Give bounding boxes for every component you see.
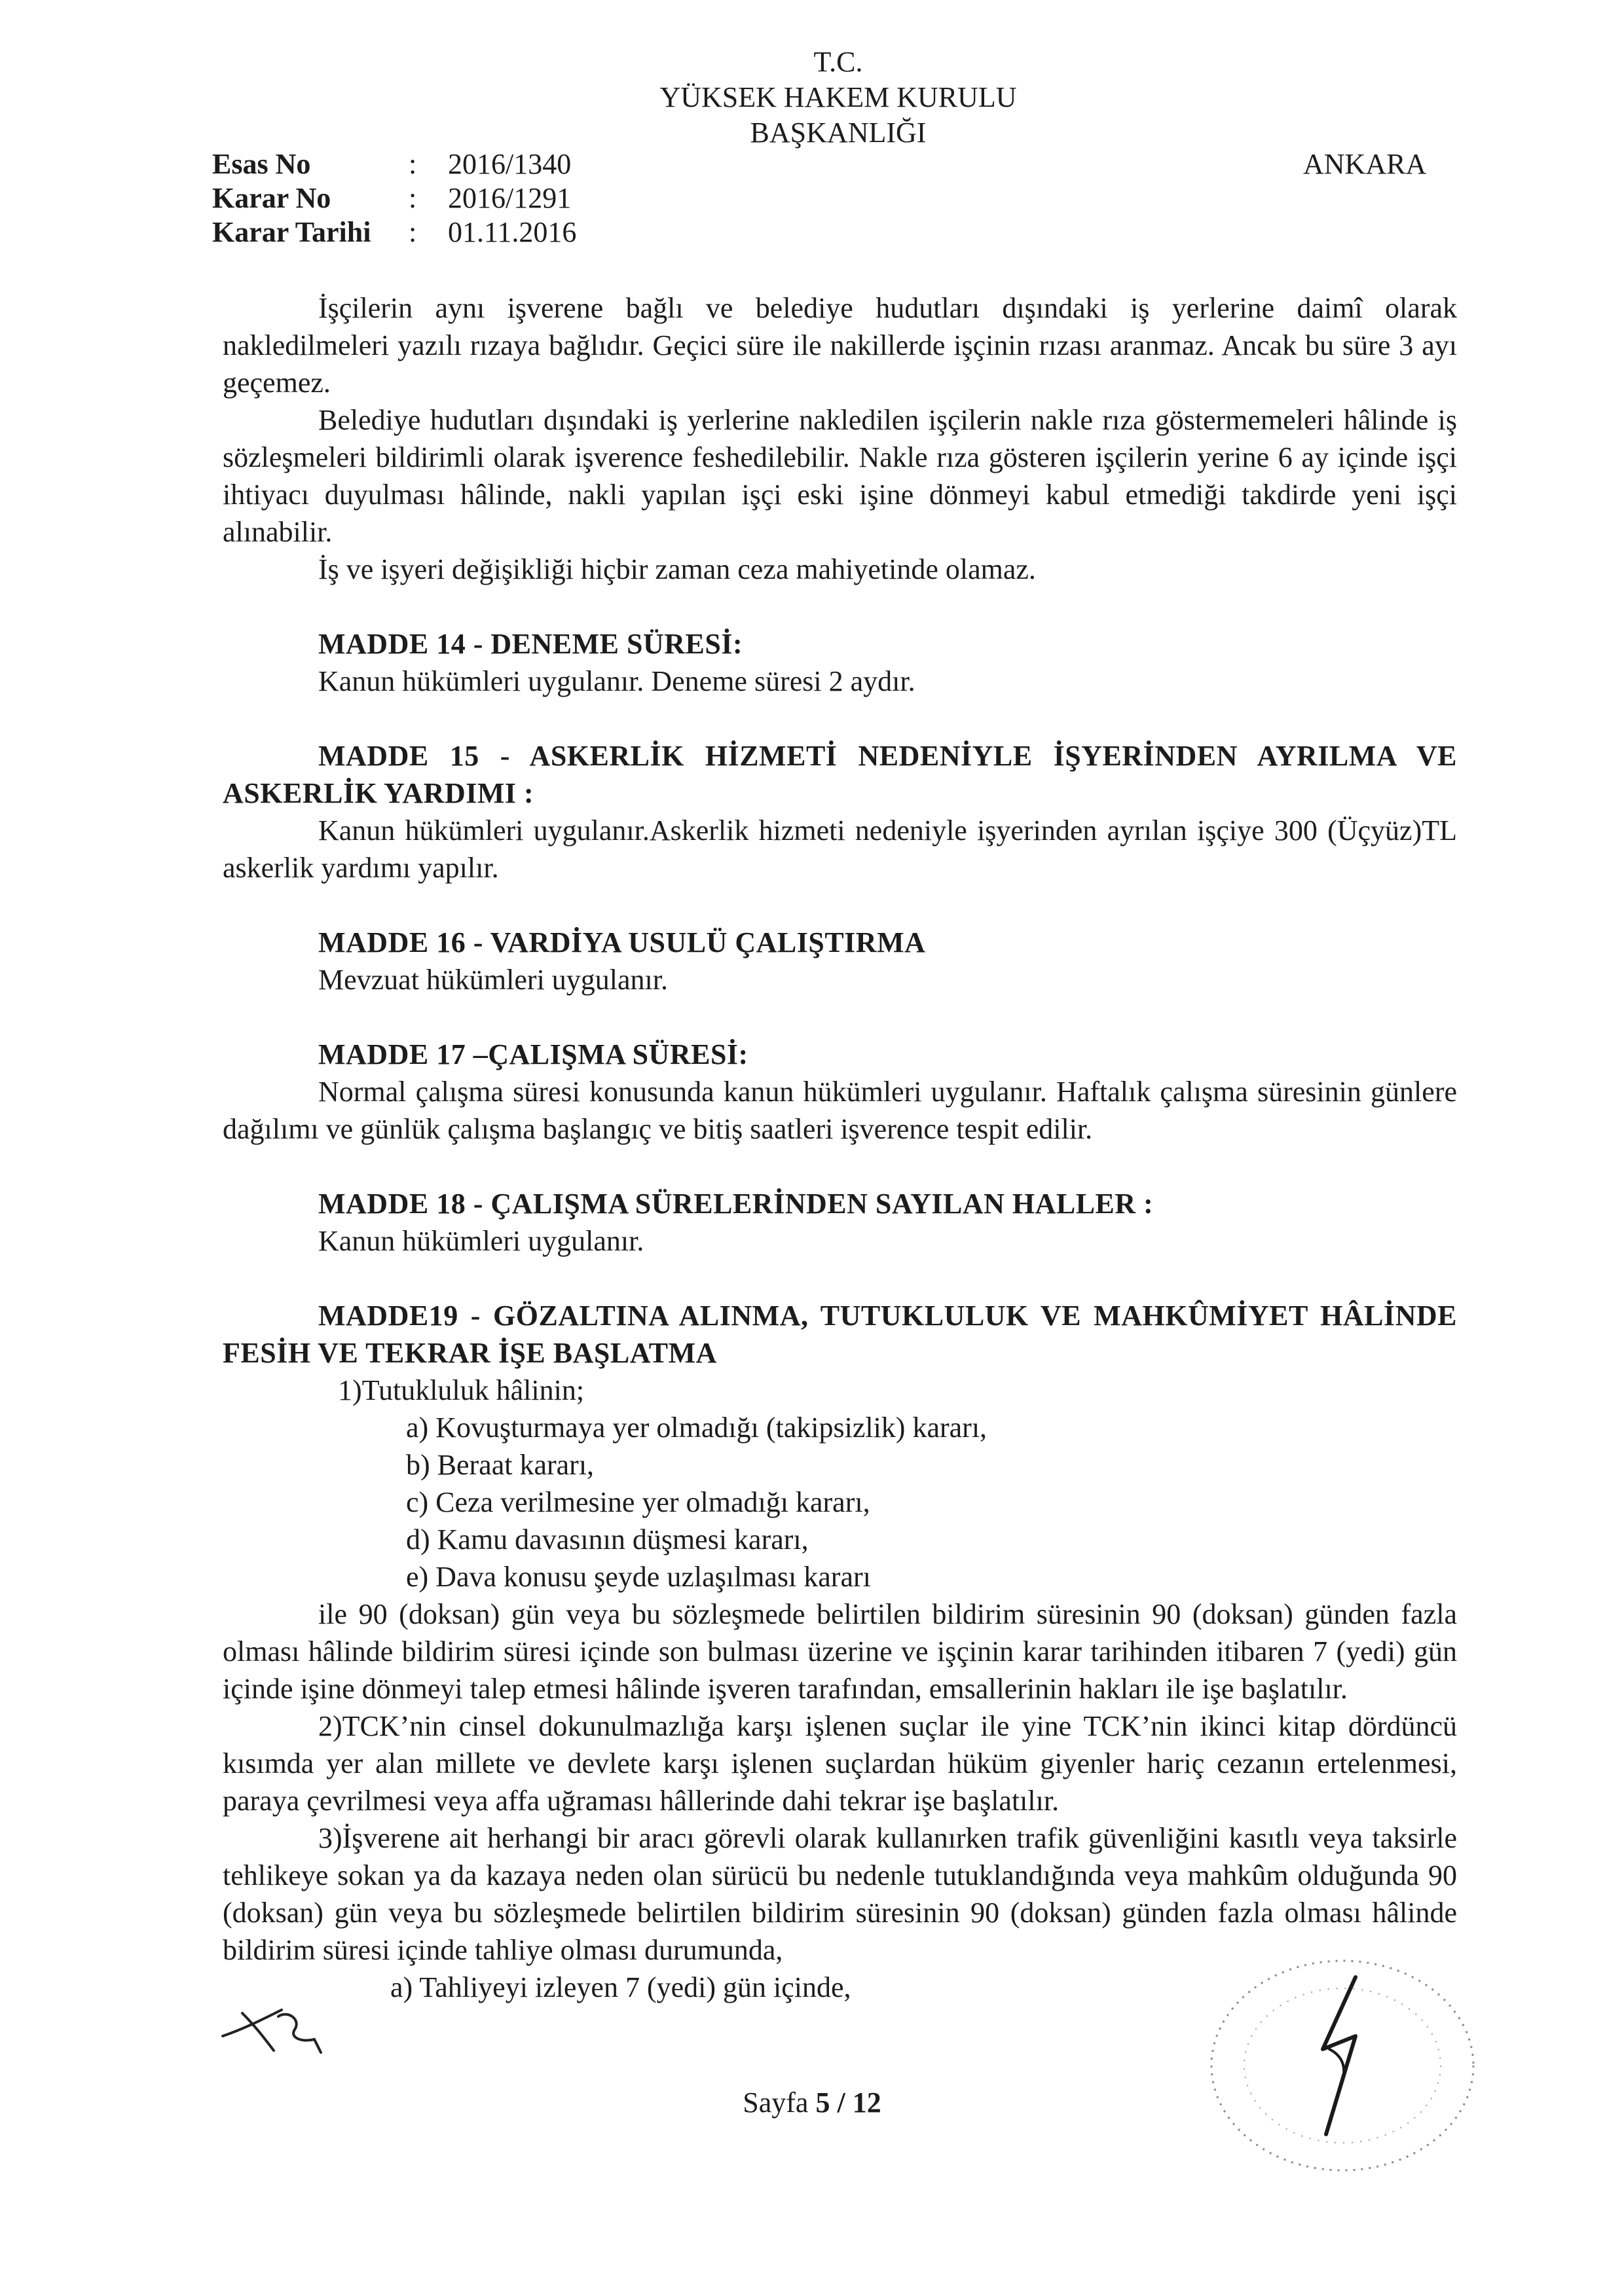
article-18-title: MADDE 18 - ÇALIŞMA SÜRELERİNDEN SAYILAN HALLER : — [318, 1188, 1154, 1220]
meta-sep: : — [409, 216, 417, 248]
meta-row-karar — [212, 181, 576, 215]
meta-sep: : — [409, 182, 417, 214]
article-17-title: MADDE 17 –ÇALIŞMA SÜRESİ: — [318, 1038, 748, 1070]
article-17-text: Normal çalışma süresi konusunda kanun hükümleri uygulanır. Haftalık çalışma süresinin günlere dağılımı ve günlük çalışma başlangıç ve bitiş saatleri işverence tespit edilir. — [223, 1076, 1457, 1145]
article-19-subitem: c) Ceza verilmesine yer olmadığı kararı, — [406, 1486, 870, 1518]
meta-row-tarih — [212, 215, 576, 249]
meta-value: 01.11.2016 — [448, 216, 577, 248]
page-number: 5 / 12 — [815, 2086, 881, 2119]
header-institution: YÜKSEK HAKEM KURULU — [659, 81, 1017, 113]
meta-label: Karar Tarihi — [212, 216, 371, 248]
meta-label: Esas No — [212, 148, 311, 180]
article-19-paragraph-1: ile 90 (doksan) gün veya bu sözleşmede belirtilen bildirim süresinin 90 (doksan) günden fazla olması hâlinde bildirim süresi içinde son bulması üzerine ve işçinin karar tarihinden itibaren 7 (yedi) gün içinde işine dönmeyi talep etmesi hâlinde işveren tarafından, emsallerinin hakları ile işe başlatılır. — [223, 1598, 1457, 1705]
article-19-paragraph-2: 2)TCK’nin cinsel dokunulmazlığa karşı işlenen suçlar ile yine TCK’nin ikinci kitap dördüncü kısımda yer alan millete ve devlete karşı işlenen suçlardan hüküm giyenler hariç cezanın ertelenmesi, paraya çevrilmesi veya affa uğraması hâllerinde dahi tekrar işe başlatılır. — [223, 1710, 1457, 1817]
intro-paragraph-2: Belediye hudutları dışındaki iş yerlerine nakledilen işçilerin nakle rıza göstermemeleri hâlinde iş sözleşmeleri bildirimli olarak işverence feshedilebilir. Nakle rıza gösteren işçilerin yerine 6 ay içinde işçi ihtiyacı duyulması hâlinde, nakli yapılan işçi eski işine dönmeyi kabul etmediği takdirde yeni işçi alınabilir. — [223, 404, 1457, 548]
page-footer — [0, 2086, 1624, 2119]
case-metadata — [212, 147, 576, 249]
article-16-title: MADDE 16 - VARDİYA USULÜ ÇALIŞTIRMA — [318, 926, 926, 958]
article-16-text: Mevzuat hükümleri uygulanır. — [318, 964, 668, 996]
header-tc: T.C. — [813, 46, 863, 78]
document-header — [589, 45, 1087, 151]
article-15-title: MADDE 15 - ASKERLİK HİZMETİ NEDENİYLE İŞYERİNDEN AYRILMA VE ASKERLİK YARDIMI : — [223, 740, 1457, 809]
meta-value: 2016/1291 — [448, 182, 572, 214]
official-seal — [1192, 1938, 1493, 2187]
meta-label: Karar No — [212, 182, 331, 214]
article-19-subitem: d) Kamu davasının düşmesi kararı, — [406, 1523, 809, 1556]
article-19-title: MADDE19 - GÖZALTINA ALINMA, TUTUKLULUK VE MAHKÛMİYET HÂLİNDE FESİH VE TEKRAR İŞE BAŞLATMA — [223, 1300, 1457, 1369]
footer-label: Sayfa — [743, 2086, 809, 2119]
article-19-subitem: b) Beraat kararı, — [406, 1449, 595, 1481]
intro-paragraph-3: İş ve işyeri değişikliği hiçbir zaman ceza mahiyetinde olamaz. — [318, 553, 1036, 585]
intro-paragraph-1: İşçilerin aynı işverene bağlı ve belediye hudutları dışındaki iş yerlerine daimî olarak nakledilmeleri yazılı rızaya bağlıdır. Geçici süre ile nakillerde işçinin rızası aranmaz. Ancak bu süre 3 ayı geçemez. — [223, 292, 1457, 399]
meta-sep: : — [409, 148, 417, 180]
article-14-text: Kanun hükümleri uygulanır. Deneme süresi 2 aydır. — [318, 665, 915, 697]
header-presidency: BAŞKANLIĞI — [750, 117, 927, 149]
document-body — [223, 289, 1457, 2006]
signature-initials — [216, 1990, 347, 2062]
meta-row-esas — [212, 147, 576, 181]
article-14-title: MADDE 14 - DENEME SÜRESİ: — [318, 628, 743, 660]
article-19-last-item: a) Tahliyeyi izleyen 7 (yedi) gün içinde, — [390, 1971, 851, 2003]
article-15-text: Kanun hükümleri uygulanır.Askerlik hizmeti nedeniyle işyerinden ayrılan işçiye 300 (Üçyüz)TL askerlik yardımı yapılır. — [223, 814, 1457, 884]
meta-value: 2016/1340 — [448, 148, 572, 180]
article-18-text: Kanun hükümleri uygulanır. — [318, 1225, 644, 1257]
article-19-item-1: 1)Tutukluluk hâlinin; — [338, 1374, 585, 1406]
article-19-paragraph-3: 3)İşverene ait herhangi bir aracı görevli olarak kullanırken trafik güvenliğini kasıtlı veya taksirle tehlikeye sokan ya da kazaya neden olan sürücü bu nedenle tutuklandığında veya mahkûm olduğunda 90 (doksan) gün veya bu sözleşmede belirtilen bildirim süresinin 90 (doksan) günden fazla olması hâlinde bildirim süresi içinde tahliye olması durumunda, — [223, 1822, 1457, 1966]
article-19-subitem: e) Dava konusu şeyde uzlaşılması kararı — [406, 1561, 871, 1593]
article-19-subitem: a) Kovuşturmaya yer olmadığı (takipsizlik) kararı, — [406, 1412, 987, 1444]
city-label: ANKARA — [1303, 148, 1427, 180]
